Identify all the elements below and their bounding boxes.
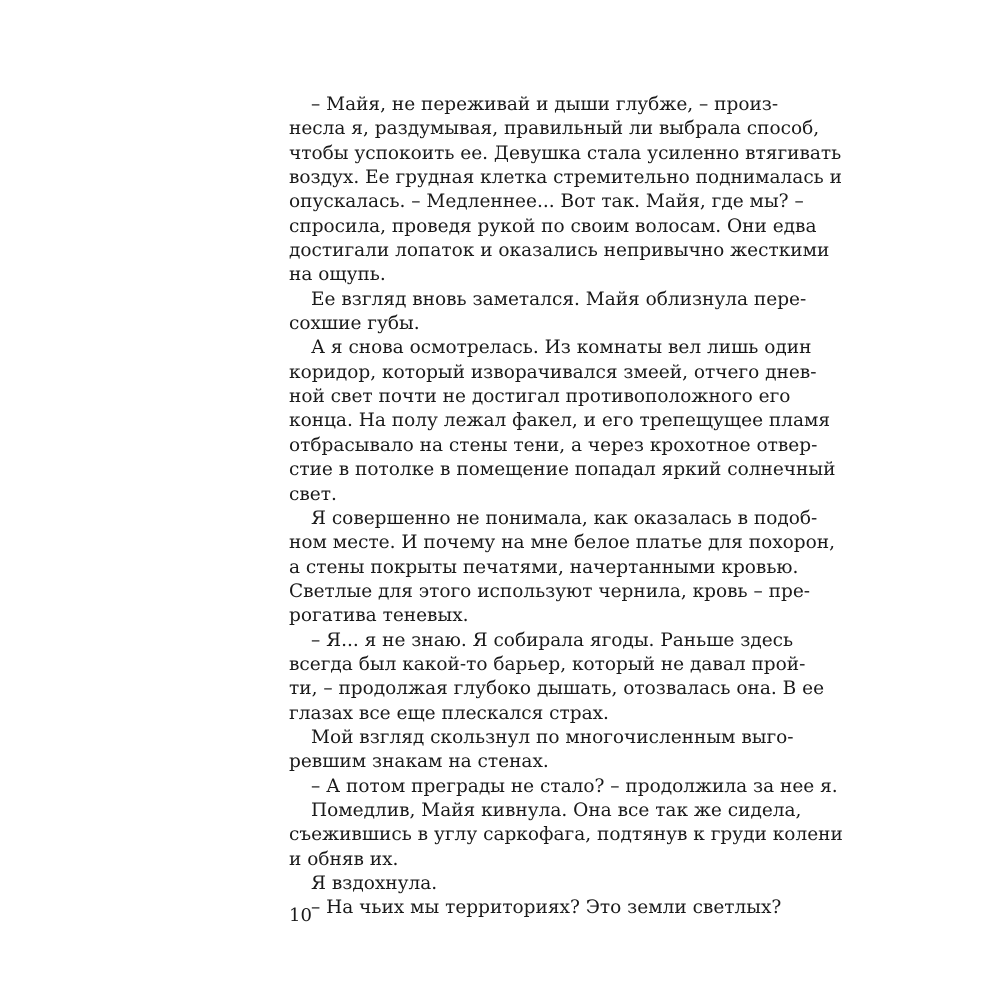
- text-line: – Майя, не переживай и дыши глубже, – произ-: [311, 94, 779, 115]
- text-line: глазах все еще плескался страх.: [289, 702, 609, 724]
- text-line: воздух. Ее грудная клетка стремительно поднималась и: [289, 167, 842, 189]
- text-line: а стены покрыты печатями, начертанными кровью.: [289, 556, 799, 578]
- text-line: Светлые для этого используют чернила, кровь – пре-: [289, 580, 811, 602]
- text-line: – На чьих мы территориях? Это земли светлых?: [311, 897, 782, 919]
- text-line: съежившись в углу саркофага, подтянув к груди колени: [289, 824, 843, 846]
- text-line: коридор, который изворачивался змеей, отчего днев-: [289, 361, 817, 383]
- text-line: ти, – продолжая глубоко дышать, отозвалась она. В ее: [289, 678, 825, 700]
- text-line: опускалась. – Медленнее... Вот так. Майя, где мы? –: [289, 191, 804, 213]
- page-number: 10: [289, 905, 312, 926]
- text-line: достигали лопаток и оказались непривычно жесткими: [289, 240, 830, 262]
- text-line: отбрасывало на стены тени, а через крохотное отвер-: [289, 434, 818, 456]
- text-line: конца. На полу лежал факел, и его трепещущее пламя: [289, 410, 831, 432]
- text-line: и обняв их.: [289, 848, 399, 870]
- text-line: свет.: [289, 483, 337, 505]
- text-line: Мой взгляд скользнул по многочисленным выго-: [311, 726, 794, 748]
- text-line: Ее взгляд вновь заметался. Майя облизнула пере-: [311, 288, 807, 310]
- text-line: всегда был какой-то барьер, который не давал прой-: [289, 653, 806, 675]
- text-line: А я снова осмотрелась. Из комнаты вел лишь один: [311, 337, 812, 359]
- text-line: ном месте. И почему на мне белое платье для похорон,: [289, 532, 835, 554]
- text-line: – А потом преграды не стало? – продолжила за нее я.: [311, 775, 838, 797]
- text-line: стие в потолке в помещение попадал яркий солнечный: [289, 459, 836, 481]
- text-line: Я совершенно не понимала, как оказалась в подоб-: [311, 507, 818, 529]
- text-line: на ощупь.: [289, 264, 386, 286]
- text-line: ревшим знакам на стенах.: [289, 751, 549, 773]
- text-line: чтобы успокоить ее. Девушка стала усиленно втягивать: [289, 142, 842, 164]
- text-line: – Я... я не знаю. Я собирала ягоды. Раньше здесь: [311, 629, 794, 651]
- text-line: Помедлив, Майя кивнула. Она все так же сидела,: [311, 799, 802, 821]
- text-line: несла я, раздумывая, правильный ли выбрала способ,: [289, 118, 820, 140]
- text-line: рогатива теневых.: [289, 605, 469, 627]
- text-line: ной свет почти не достигал противоположного его: [289, 386, 791, 408]
- text-line: спросила, проведя рукой по своим волосам. Они едва: [289, 215, 817, 237]
- text-line: сохшие губы.: [289, 313, 420, 335]
- body-text: [289, 93, 843, 921]
- text-line: Я вздохнула.: [311, 873, 438, 894]
